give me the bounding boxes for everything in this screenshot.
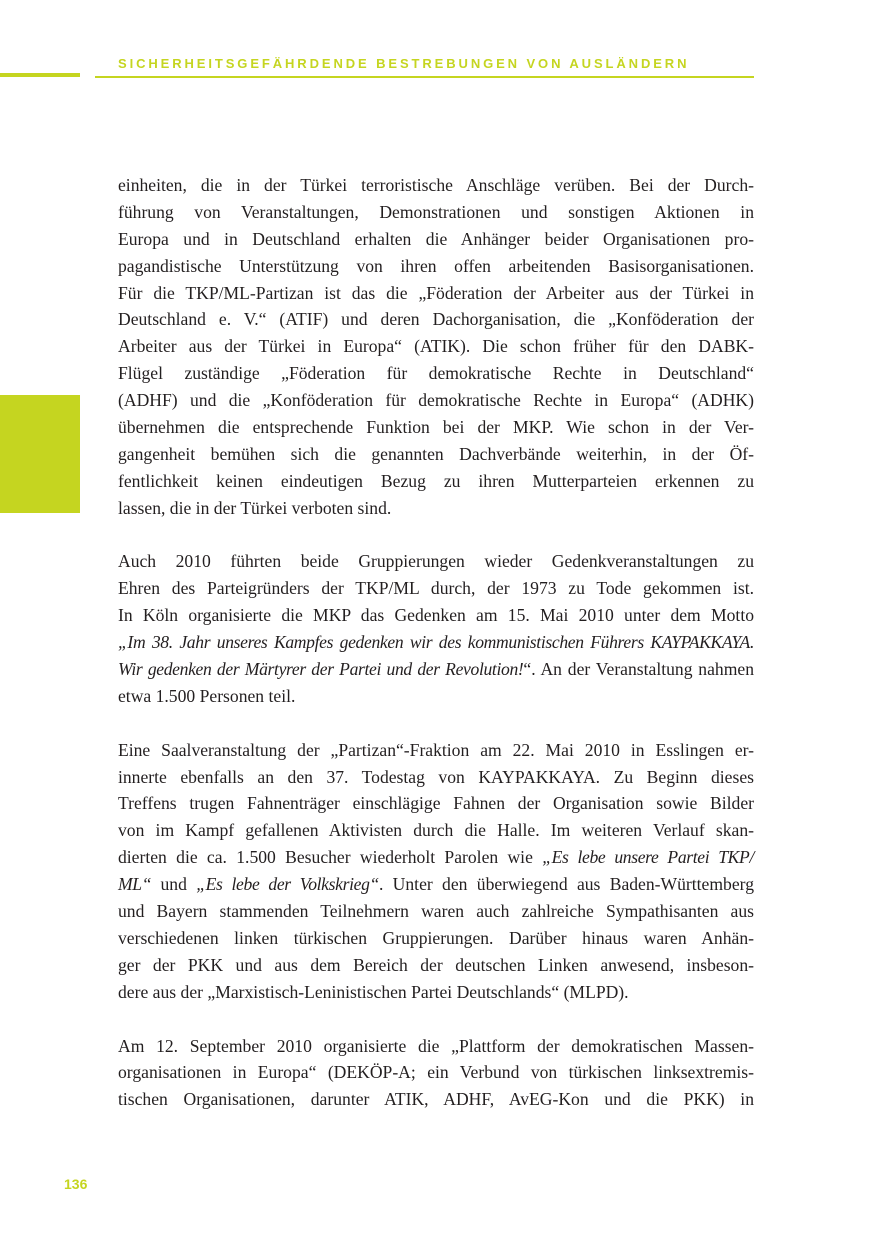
text-line: gangenheit bemühen sich die genannten Dachverbände weiterhin, in der Öf- bbox=[118, 443, 754, 464]
text-line: Flügel zuständige „Föderation für demokratische Rechte in Deutschland“ bbox=[118, 363, 754, 384]
text-line bbox=[118, 871, 754, 898]
left-accent-rule bbox=[0, 73, 80, 77]
text-line: Am 12. September 2010 organisierte die „Plattform der demokratischen Massen- bbox=[118, 1035, 754, 1056]
text-line: und Bayern stammenden Teilnehmern waren auch zahlreiche Sympathisanten aus bbox=[118, 901, 754, 922]
text-span: . Unter den überwiegend aus Baden-Württemberg bbox=[378, 874, 754, 895]
text-line: Europa und in Deutschland erhalten die Anhänger beider Organisationen pro- bbox=[118, 228, 754, 249]
body-text bbox=[118, 172, 754, 1140]
text-span: dierten die ca. 1.500 Besucher wiederholt Parolen wie bbox=[118, 847, 543, 868]
text-line: In Köln organisierte die MKP das Gedenken am 15. Mai 2010 unter dem Motto bbox=[118, 605, 754, 626]
text-line bbox=[118, 656, 754, 683]
motto-quote-line: „Im 38. Jahr unseres Kampfes gedenken wir des kommunistischen Führers KAYPAKKAYA. bbox=[118, 632, 754, 653]
header-rule bbox=[95, 76, 754, 78]
paragraph-1 bbox=[118, 172, 754, 522]
chapter-marker-block bbox=[0, 395, 80, 513]
paragraph-4 bbox=[118, 1033, 754, 1114]
text-line: verschiedenen linken türkischen Gruppierungen. Darüber hinaus waren Anhän- bbox=[118, 927, 754, 948]
text-line: lassen, die in der Türkei verboten sind. bbox=[118, 497, 392, 518]
page-number: 136 bbox=[64, 1176, 88, 1192]
text-line: tischen Organisationen, darunter ATIK, ADHF, AvEG-Kon und die PKK) in bbox=[118, 1089, 754, 1110]
text-line: innerte ebenfalls an den 37. Todestag von KAYPAKKAYA. Zu Beginn dieses bbox=[118, 766, 754, 787]
text-line: (ADHF) und die „Konföderation für demokratische Rechte in Europa“ (ADHK) bbox=[118, 390, 754, 411]
text-line: dere aus der „Marxistisch-Leninistischen Partei Deutschlands“ (MLPD). bbox=[118, 981, 629, 1002]
text-line bbox=[118, 844, 754, 871]
text-line: übernehmen die entsprechende Funktion bei der MKP. Wie schon in der Ver- bbox=[118, 417, 754, 438]
text-line: organisationen in Europa“ (DEKÖP-A; ein Verbund von türkischen linksextremis- bbox=[118, 1062, 754, 1083]
text-span: und bbox=[151, 874, 197, 895]
text-line: Eine Saalveranstaltung der „Partizan“-Fraktion am 22. Mai 2010 in Esslingen er- bbox=[118, 739, 754, 760]
slogan-quote: „Es lebe der Volkskrieg“ bbox=[196, 874, 379, 895]
text-line: Für die TKP/ML-Partizan ist das die „Föderation der Arbeiter aus der Türkei in bbox=[118, 282, 754, 303]
paragraph-2 bbox=[118, 548, 754, 709]
slogan-quote: „Es lebe unsere Partei TKP/ bbox=[542, 847, 754, 868]
slogan-quote: ML“ bbox=[118, 874, 152, 895]
text-line: pagandistische Unterstützung von ihren offen arbeitenden Basisorganisationen. bbox=[118, 255, 754, 276]
text-line: Ehren des Parteigründers der TKP/ML durch, der 1973 zu Tode gekommen ist. bbox=[118, 578, 754, 599]
motto-quote-line: Wir gedenken der Märtyrer der Partei und der Revolution! bbox=[118, 659, 524, 680]
text-line: etwa 1.500 Personen teil. bbox=[118, 685, 296, 706]
text-line: Deutschland e. V.“ (ATIF) und deren Dachorganisation, die „Konföderation der bbox=[118, 309, 754, 330]
text-line: Treffens trugen Fahnenträger einschlägige Fahnen der Organisation sowie Bilder bbox=[118, 793, 754, 814]
text-line: Auch 2010 führten beide Gruppierungen wieder Gedenkveranstaltungen zu bbox=[118, 551, 754, 572]
text-line: Arbeiter aus der Türkei in Europa“ (ATIK). Die schon früher für den DABK- bbox=[118, 336, 754, 357]
text-line: von im Kampf gefallenen Aktivisten durch die Halle. Im weiteren Verlauf skan- bbox=[118, 820, 754, 841]
text-line: ger der PKK und aus dem Bereich der deutschen Linken anwesend, insbeson- bbox=[118, 954, 754, 975]
text-line: führung von Veranstaltungen, Demonstrationen und sonstigen Aktionen in bbox=[118, 201, 754, 222]
running-head: SICHERHEITSGEFÄHRDENDE BESTREBUNGEN VON AUSLÄNDERN bbox=[118, 56, 690, 71]
paragraph-3 bbox=[118, 737, 754, 1006]
text-span: “. An der Veranstaltung nahmen bbox=[523, 659, 755, 680]
text-line: fentlichkeit keinen eindeutigen Bezug zu ihren Mutterparteien erkennen zu bbox=[118, 470, 754, 491]
text-line: einheiten, die in der Türkei terroristische Anschläge verüben. Bei der Durch- bbox=[118, 175, 754, 195]
